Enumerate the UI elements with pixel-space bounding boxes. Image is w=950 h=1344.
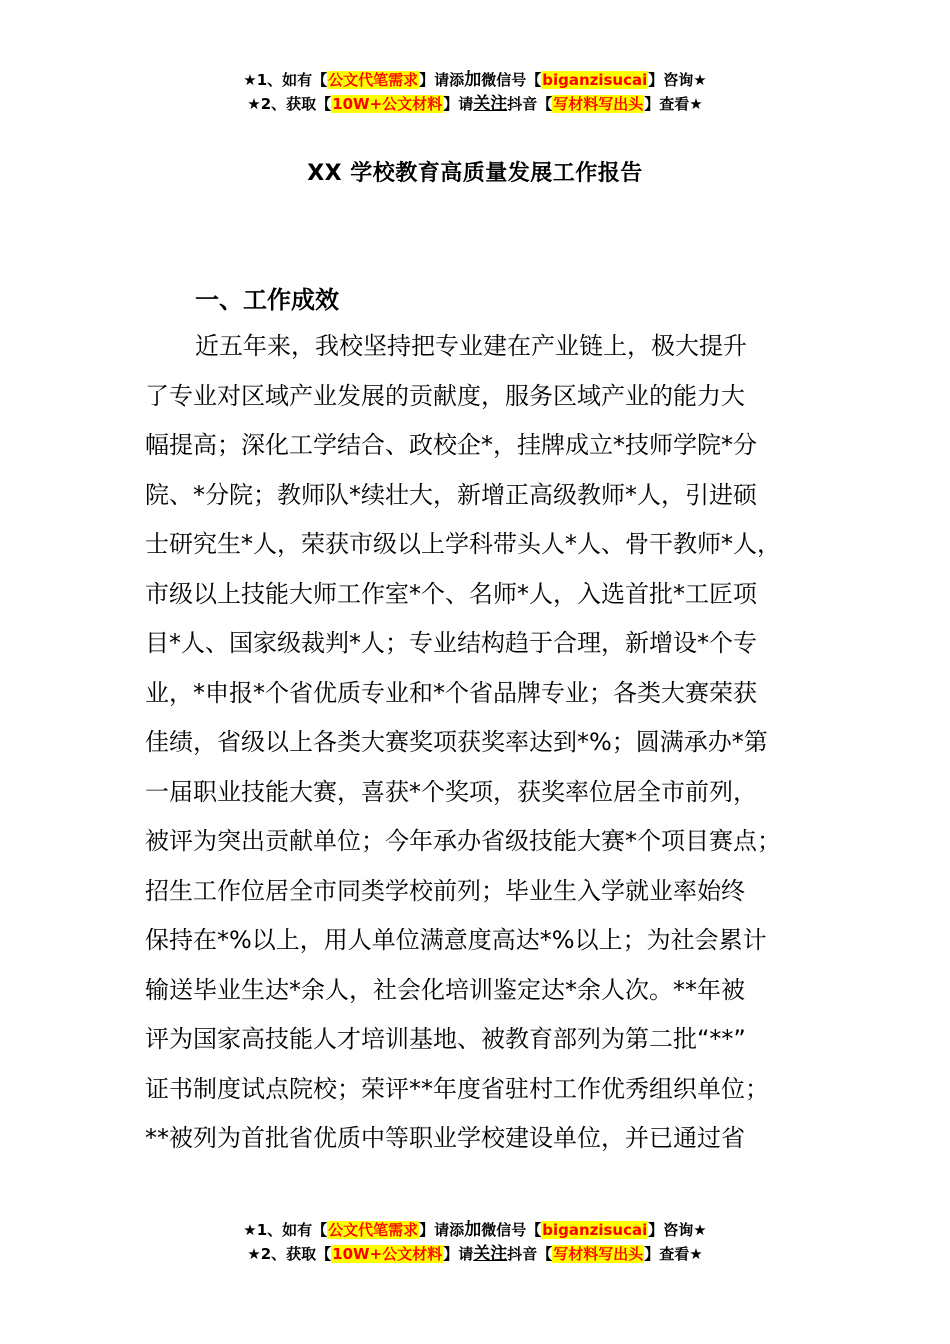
promo-text: 】咨询★ <box>648 71 707 89</box>
paragraph-line: 目*人、国家级裁判*人；专业结构趋于合理，新增设*个专 <box>145 629 757 657</box>
paragraph-line: 输送毕业生达*余人，社会化培训鉴定达*余人次。**年被 <box>145 975 745 1004</box>
promo-text: 】请添 <box>419 1221 465 1239</box>
paragraph-line: 近五年来，我校坚持把专业建在产业链上，极大提升 <box>195 332 747 360</box>
paragraph-line: 佳绩，省级以上各类大赛奖项获奖率达到*%；圆满承办*第 <box>145 728 768 756</box>
promo-line-2 <box>0 92 950 116</box>
promo-text: ★2、获取【 <box>247 95 332 113</box>
paragraph-line: 保持在*%以上，用人单位满意度高达*%以上；为社会累计 <box>145 926 767 954</box>
paragraph-line: 被评为突出贡献单位；今年承办省级技能大赛*个项目赛点； <box>145 827 781 855</box>
promo-text: 】请 <box>443 95 474 113</box>
paragraph-line: 证书制度试点院校；荣评**年度省驻村工作优秀组织单位； <box>145 1074 769 1103</box>
promo-emphasis: 关注 <box>473 1244 508 1264</box>
promo-line-2 <box>0 1242 950 1266</box>
paragraph-line: 业，*申报*个省优质专业和*个省品牌专业；各类大赛荣获 <box>145 678 757 707</box>
promo-text: 抖音【 <box>507 95 553 113</box>
paragraph-line: 招生工作位居全市同类学校前列；毕业生入学就业率始终 <box>145 876 745 905</box>
promo-line-1 <box>0 68 950 92</box>
promo-emphasis: 关注 <box>473 94 508 114</box>
promo-highlight: 公文代笔需求 <box>328 1221 419 1239</box>
paragraph-line: 院、*分院；教师队*续壮大，新增正高级教师*人，引进硕 <box>145 480 757 509</box>
paragraph-line: 士研究生*人，荣获市级以上学科带头人*人、骨干教师*人， <box>145 530 781 558</box>
paragraph-line: 了专业对区域产业发展的贡献度，服务区域产业的能力大 <box>145 381 745 410</box>
promo-text: 微信号【 <box>481 1221 542 1239</box>
promo-emphasis: 加 <box>464 1220 482 1240</box>
promo-text: 】请添 <box>419 71 465 89</box>
paragraph-line: 评为国家高技能人才培训基地、被教育部列为第二批“**” <box>145 1025 746 1053</box>
promo-banner-top <box>0 68 950 116</box>
promo-emphasis: 加 <box>464 70 482 90</box>
promo-highlight: biganzisucai <box>542 71 648 89</box>
promo-text: ★1、如有【 <box>243 1221 328 1239</box>
promo-highlight: 10W+公文材料 <box>332 1245 443 1263</box>
promo-text: 抖音【 <box>507 1245 553 1263</box>
promo-highlight: 写材料写出头 <box>553 95 644 113</box>
paragraph-line: **被列为首批省优质中等职业学校建设单位，并已通过省 <box>145 1124 745 1152</box>
paragraph-line: 市级以上技能大师工作室*个、名师*人，入选首批*工匠项 <box>145 579 757 608</box>
promo-highlight: 10W+公文材料 <box>332 95 443 113</box>
promo-text: 】查看★ <box>644 1245 703 1263</box>
promo-banner-bottom <box>0 1218 950 1266</box>
promo-line-1 <box>0 1218 950 1242</box>
paragraph-line: 幅提高；深化工学结合、政校企*，挂牌成立*技师学院*分 <box>145 431 757 459</box>
promo-text: ★1、如有【 <box>243 71 328 89</box>
promo-text: 】查看★ <box>644 95 703 113</box>
promo-text: 】请 <box>443 1245 474 1263</box>
promo-highlight: 公文代笔需求 <box>328 71 419 89</box>
promo-highlight: 写材料写出头 <box>553 1245 644 1263</box>
document-title: XX 学校教育高质量发展工作报告 <box>307 161 643 186</box>
promo-text: 微信号【 <box>481 71 542 89</box>
promo-text: ★2、获取【 <box>247 1245 332 1263</box>
body-paragraph <box>145 322 835 1164</box>
promo-text: 】咨询★ <box>648 1221 707 1239</box>
promo-highlight: biganzisucai <box>542 1221 648 1239</box>
section-heading: 一、工作成效 <box>195 286 339 314</box>
paragraph-line: 一届职业技能大赛，喜获*个奖项，获奖率位居全市前列， <box>145 777 757 806</box>
